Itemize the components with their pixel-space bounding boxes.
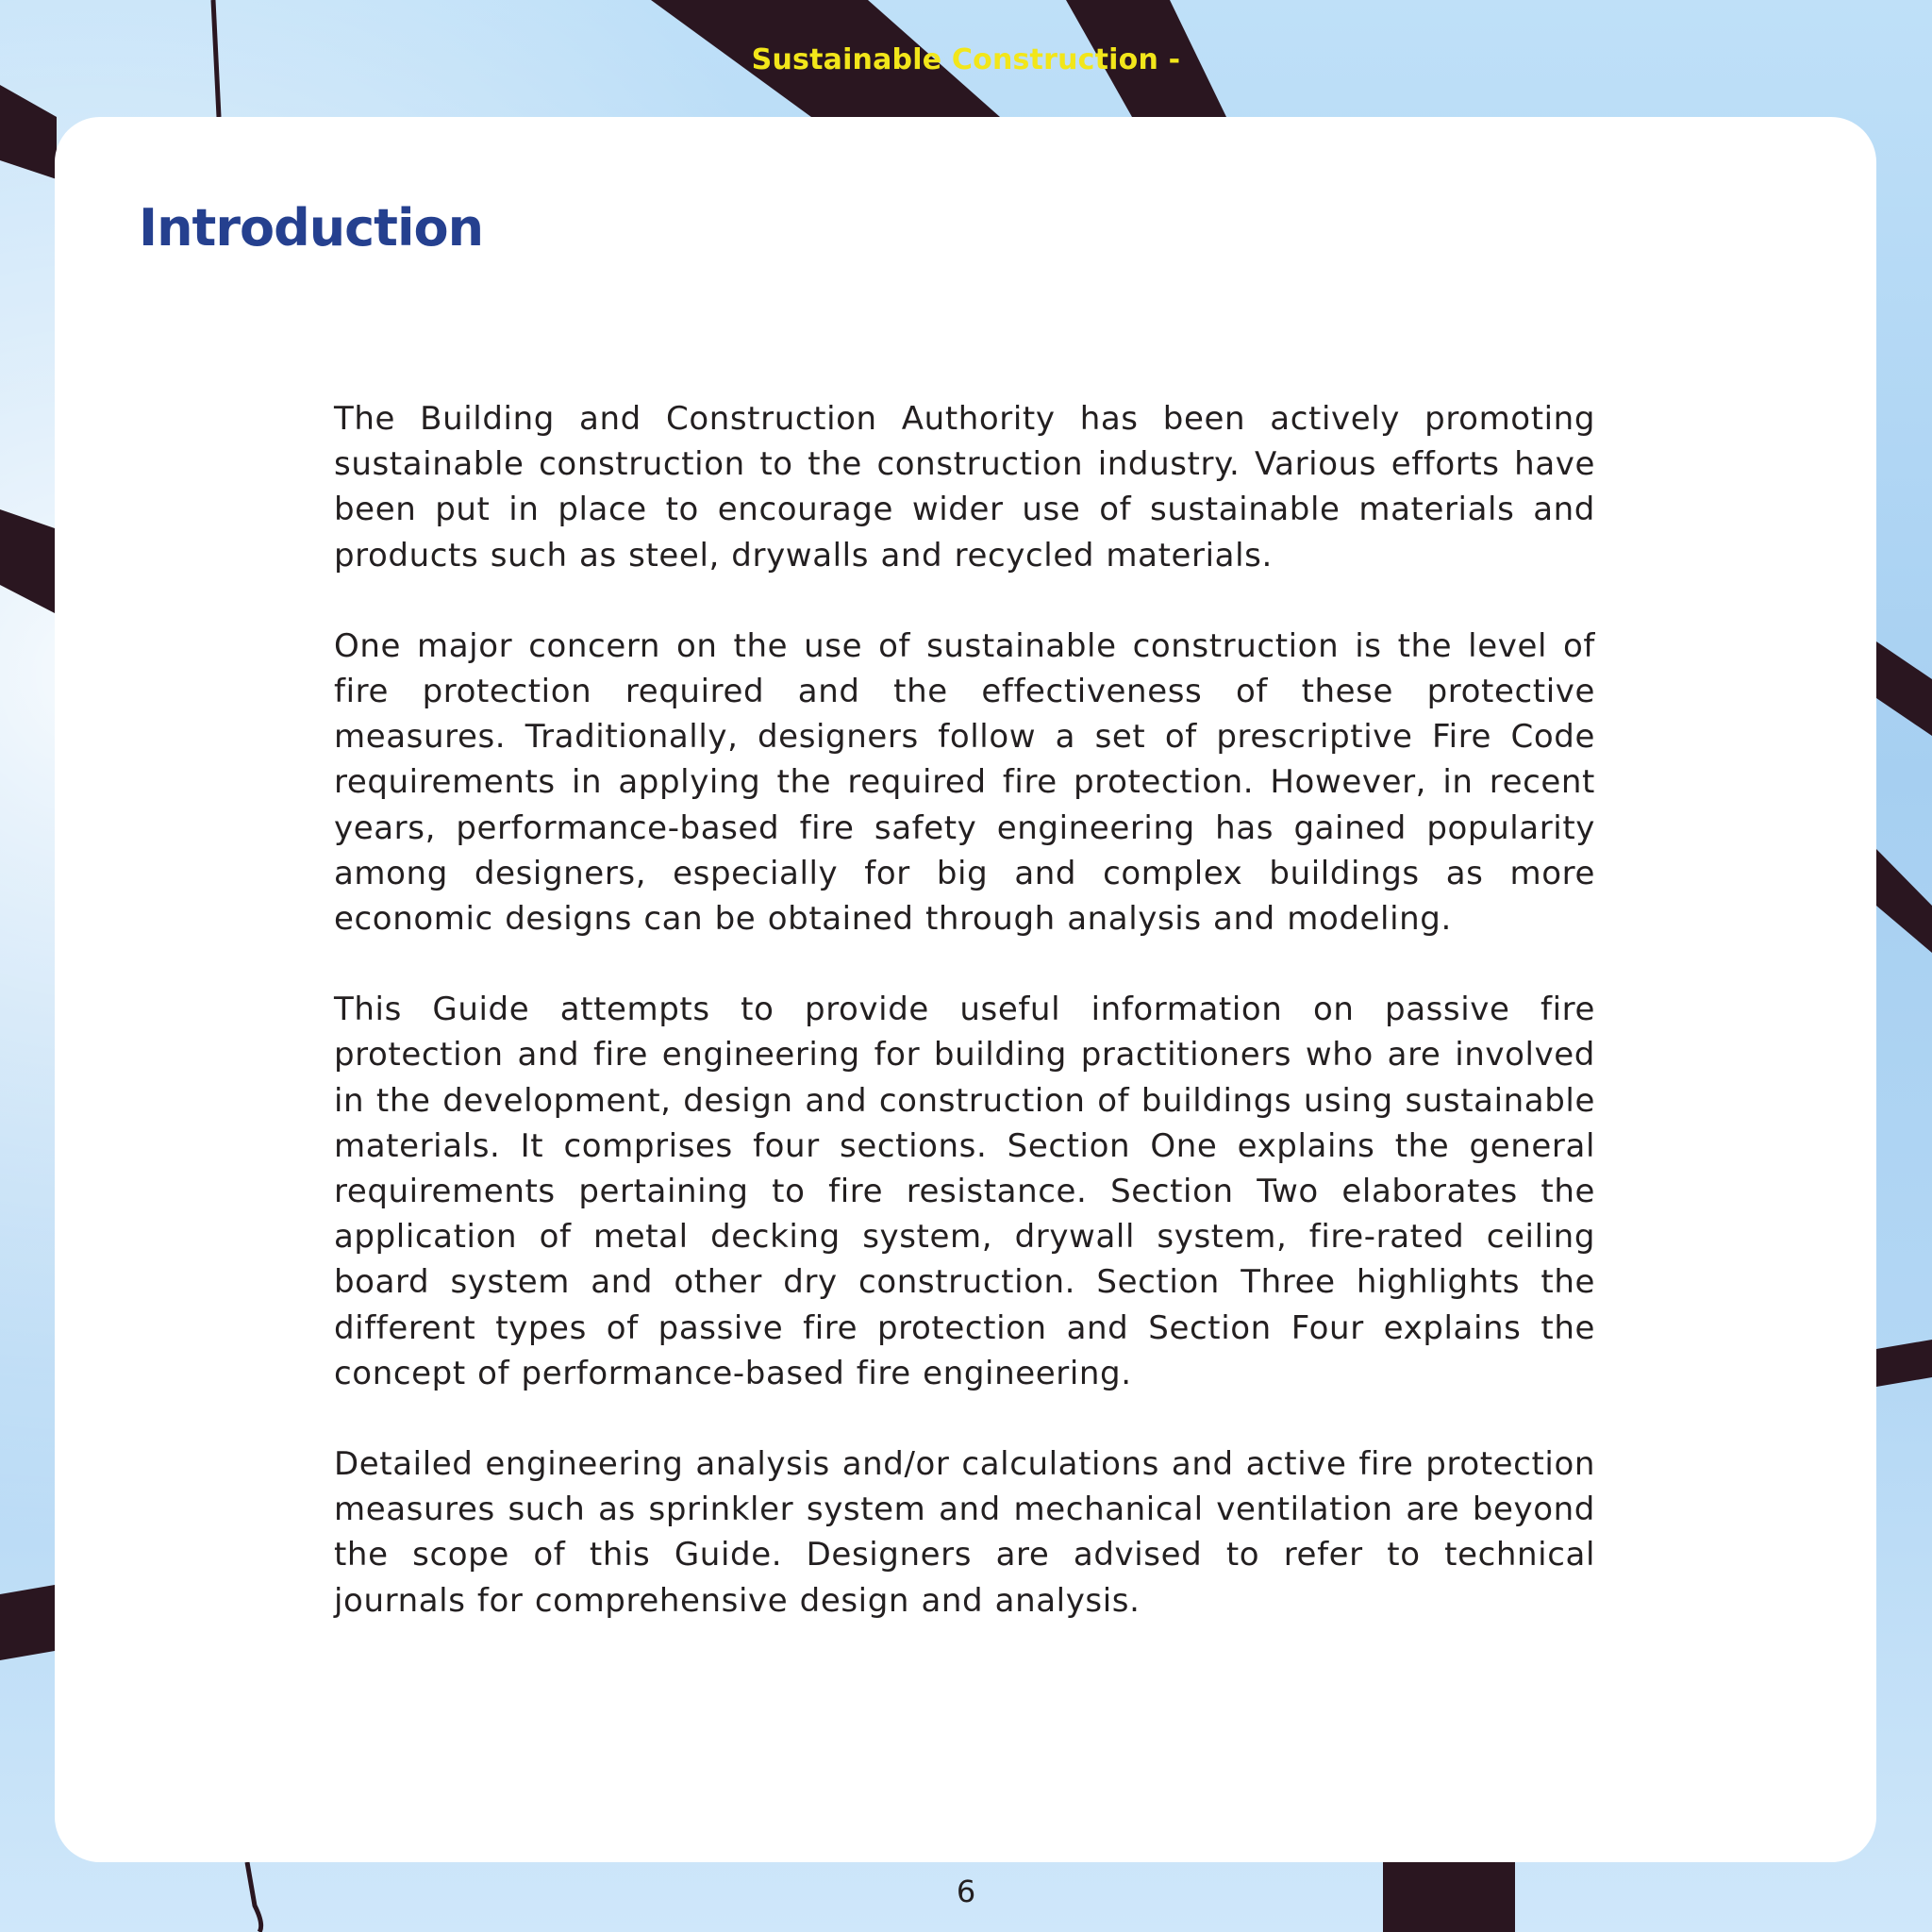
steel-beam-left-low <box>0 1585 55 1660</box>
paragraph-2: One major concern on the use of sustainable construction is the level of fire protection required and the effectiveness of these protective measures. Traditionally, designers follow a set of prescriptive Fire Code requirements in applying the required fire protection. However, in recent years, performance-based fire safety engineering has gained popularity among designers, especially for big and complex buildings as more economic designs can be obtained through analysis and modeling. <box>334 626 1595 939</box>
paragraph-4: Detailed engineering analysis and/or calculations and active fire protection measures such as sprinkler system and mechanical ventilation are beyond the scope of this Guide. Designers are advised to refer to technical journals for comprehensive design and analysis. <box>334 1445 1595 1620</box>
paragraph-3: This Guide attempts to provide useful information on passive fire protection and fire engineering for building practitioners who are involved in the development, design and construction of buildings using sustainable materials. It comprises four sections. Section One explains the general requirements pertaining to fire resistance. Section Two elaborates the application of metal decking system, drywall system, fire-rated ceiling board system and other dry construction. Section Three highlights the different types of passive fire protection and Section Four explains the concept of performance-based fire engineering. <box>334 991 1595 1392</box>
page-title: Introduction <box>139 198 484 258</box>
body-text <box>334 396 1595 1669</box>
paragraph-1: The Building and Construction Authority has been actively promoting sustainable construction to the construction industry. Various efforts have been put in place to encourage wider use of sustainable materials and products such as steel, drywalls and recycled materials. <box>334 400 1595 575</box>
running-header: Sustainable Construction - <box>751 43 1181 76</box>
page-number: 6 <box>956 1874 976 1909</box>
